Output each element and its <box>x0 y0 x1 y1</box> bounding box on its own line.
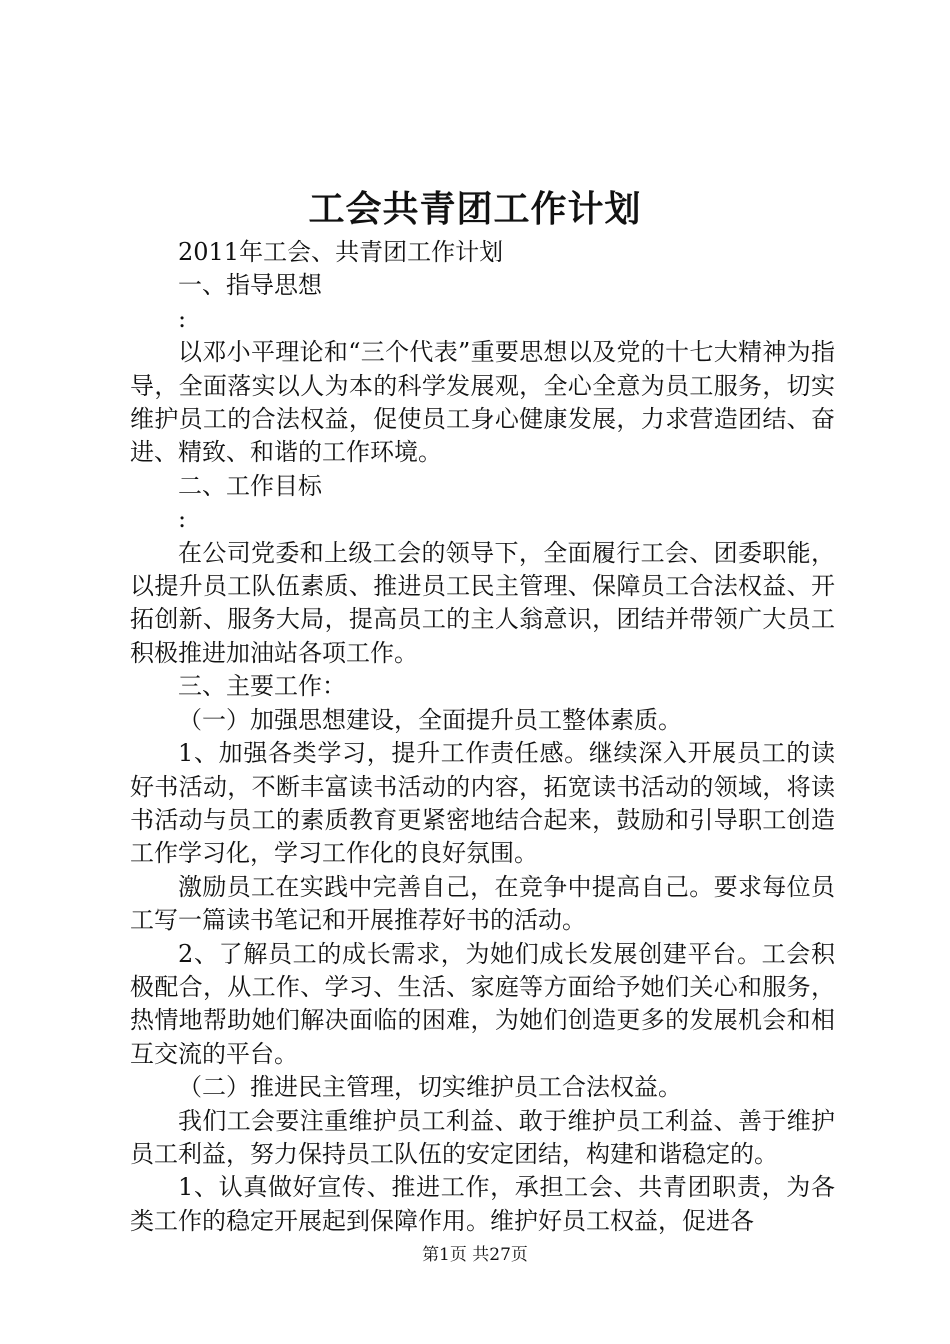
paragraph-encourage: 激励员工在实践中完善自己，在竞争中提高自己。要求每位员工写一篇读书笔记和开展推荐好书的活动。 <box>130 872 835 935</box>
document-title: 工会共青团工作计划 <box>308 188 642 230</box>
paragraph-heading-year: 2011年工会、共青团工作计划 <box>178 238 504 266</box>
section-heading-guiding-thought: 一、指导思想 <box>178 271 322 300</box>
paragraph-publicity: 1、认真做好宣传、推进工作，承担工会、共青团职责，为各类工作的稳定开展起到保障作用。维护好员工权益，促进各 <box>130 1173 835 1235</box>
paragraph-rights: 我们工会要注重维护员工利益、敢于维护员工利益、善于维护员工利益，努力保持员工队伍的安定团结，构建和谐稳定的。 <box>130 1106 835 1168</box>
paragraph-study: 1、加强各类学习，提升工作责任感。继续深入开展员工的读好书活动，不断丰富读书活动的内容，拓宽读书活动的领域，将读书活动与员工的素质教育更紧密地结合起来，鼓励和引导职工创造工作学习化，学习工作化的良好氛围。 <box>130 739 835 868</box>
paragraph-work-goal: 在公司党委和上级工会的领导下，全面履行工会、团委职能，以提升员工队伍素质、推进员工民主管理、保障员工合法权益、开拓创新、服务大局，提高员工的主人翁意识，团结并带领广大员工积极推进加油站各项工作。 <box>130 538 835 667</box>
section-heading-main-work: 三、主要工作： <box>178 672 346 701</box>
colon-line: : <box>178 505 187 534</box>
paragraph-guiding-thought: 以邓小平理论和“三个代表”重要思想以及党的十七大精神为指导，全面落实以人为本的科学发展观，全心全意为员工服务，切实维护员工的合法权益，促使员工身心健康发展，力求营造团结、奋进、精致、和谐的工作环境。 <box>130 338 835 467</box>
section-heading-work-goal: 二、工作目标 <box>178 471 322 500</box>
document-body <box>130 236 835 1238</box>
page-footer: 第1页 共27页 <box>422 1245 528 1265</box>
colon-line: : <box>178 304 187 333</box>
subsection-heading-democracy: （二）推进民主管理，切实维护员工合法权益。 <box>178 1073 682 1102</box>
subsection-heading-ideology: （一）加强思想建设，全面提升员工整体素质。 <box>178 705 682 734</box>
paragraph-growth: 2、了解员工的成长需求，为她们成长发展创建平台。工会积极配合，从工作、学习、生活、家庭等方面给予她们关心和服务，热情地帮助她们解决面临的困难，为她们创造更多的发展机会和相互交流的平台。 <box>130 939 835 1068</box>
